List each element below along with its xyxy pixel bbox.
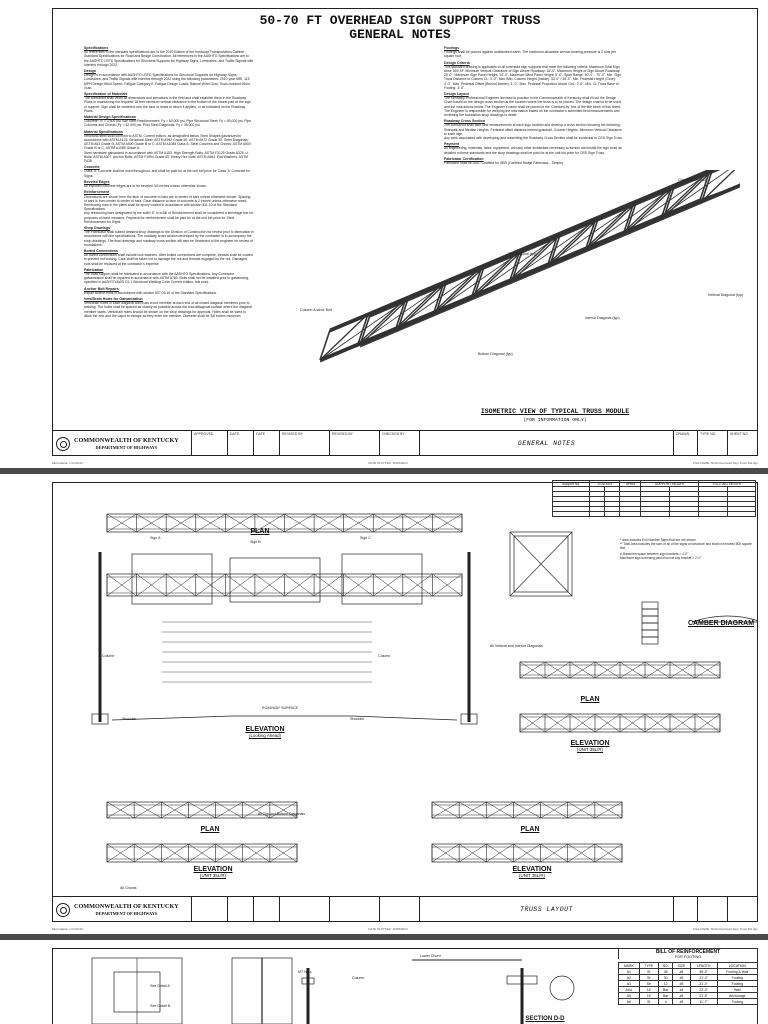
bill-cell: #5 (673, 993, 690, 999)
label-top-diagonal: Top Diagonal (typ) (508, 252, 538, 256)
note-text: Fabricator shall be AISC Certified for SBR (Certified Bridge Fabricator - Simple). (444, 161, 565, 166)
label-sign-a: Sign A (150, 536, 161, 540)
note-block (84, 130, 254, 151)
kentucky-logo (52, 431, 192, 456)
organization-name: COMMONWEALTH OF KENTUCKY DEPARTMENT OF HIGHWAYS (74, 436, 179, 450)
title-line-2: GENERAL NOTES (349, 27, 451, 42)
note-block (84, 92, 254, 113)
note-heading: Payment (444, 142, 459, 147)
roadway-surface (352, 716, 457, 720)
note-text: The contractor shall verify all dimensions and elevations in the field and shall establish them in the Roadway Plans in maintaining the required 18 feet minimum vertical clearance to the bottom of the lowest part of the sign or support. Sign shall be centered over the lane or lanes to which it applies, or as indicated on the Roadway Plans. (84, 96, 251, 113)
title-block (52, 896, 758, 922)
bill-header-cell: MARK (619, 963, 640, 969)
tb-sheet-no: SHEET NO. (730, 432, 749, 436)
section-circle (550, 976, 574, 1000)
note-text: Footings shall be poured against undisturbed earth. The maximum allowable service bearing pressure is 2 tons per square foot. (444, 50, 617, 59)
note-block (84, 151, 254, 164)
tb-date-1: DATE (228, 431, 254, 456)
note-heading: Footings (444, 46, 460, 50)
note-block (84, 297, 254, 318)
title-block (52, 430, 758, 456)
bill-cell: 4 (658, 999, 673, 1005)
note-block (444, 46, 624, 59)
note-block (84, 226, 254, 247)
footing-details-drawing (52, 948, 612, 1024)
note-heading: Anchor Bolt Repairs (84, 286, 119, 291)
note-block (84, 69, 254, 90)
tb-type-no: TYPE NO. (698, 431, 728, 456)
note-block (84, 115, 254, 128)
sign-panel-a (132, 554, 212, 604)
label-column-left: Column (102, 654, 115, 658)
note-text: All bolted connections shall include lock washers. After bolted connections are complete, threads shall be coated to prevent nut loosing. Care shall be taken not to damage the nut and threads engaged by the nut. Damaged nuts shall be replaced at the contractor's expense. (84, 253, 253, 266)
label-top-bottom: All Top and Bottom Diagonals (258, 812, 306, 816)
note-heading: Specification of Materials (84, 92, 128, 97)
legend-cell (642, 602, 658, 609)
bill-cell: Footing (717, 999, 757, 1005)
legend-cell (642, 609, 658, 616)
sheet-truss-layout (0, 474, 768, 934)
bill-cell: Footing (717, 981, 757, 987)
bill-cell: #5 (673, 981, 690, 987)
sheet-general-notes (0, 0, 768, 468)
note-area: * Area includes Exit Number Signs that are not shown ** Total Area includes the sum of all of the signs on structure and shall not exceed 800 square feet # Maximum space between sign brackets = 4'-0" Maximum sign overhang past chord at any bracket = 2'-0" (620, 538, 752, 560)
label-column-anchor: Column Anchor Bolt (300, 308, 332, 312)
note-heading: Design Criteria (444, 60, 470, 65)
note-heading: Beveled Edges (84, 179, 110, 184)
note-heading: Design (84, 69, 96, 74)
bill-cell: St (639, 969, 658, 975)
note-block (84, 180, 254, 188)
label-roadway-surface: ROADWAY SURFACE (262, 706, 299, 710)
label-column-right: Column (378, 654, 391, 658)
view-camber: CAMBER DIAGRAM (687, 620, 755, 627)
bill-cell: 30 (658, 975, 673, 981)
chord-edge (360, 187, 740, 347)
bill-cell: A5 (619, 993, 640, 999)
note-text: The truss support shall be fabricated in accordance with the AASHTO Specifications. Any Contractor galvanization shall be repaired in accordance with ASTM A780. Bolts shall not be installed prior to galvanizing, specified in AASHTO/AWS D1.1 Structural Welding Code Current edition, this work. (84, 271, 250, 285)
bill-cell: #8 (673, 969, 690, 975)
view-elevation-b: ELEVATION (UNIT 35L/R) (570, 740, 610, 752)
note-text: Any work associated with developing and submitting the Roadway Cross Section shall be incidental to OSS Sign Truss. (444, 136, 623, 141)
tb-drawn: DRAWN (674, 431, 698, 456)
bill-cell: 21'-4" (690, 981, 717, 987)
note-heading: Bolted Connections (84, 248, 118, 253)
legend-cell (642, 616, 658, 623)
view-plan-d: PLAN (520, 826, 540, 833)
plot-footer: Microstation v.10.00.00 DATE PLOTTED: 10/05/2023 FILE NAME: S010-Overhead Sign Truss Std.dgn (52, 461, 758, 465)
legend-cell (642, 637, 658, 644)
bill-header-cell: LOCATION (717, 963, 757, 969)
tb-date-2: DATE (254, 431, 280, 456)
bill-header-cell: NO. (658, 963, 673, 969)
bill-cell: 12 (658, 981, 673, 987)
note-text: Steel hardware galvanized in accordance with ASTM A153. High Strength Bolts: ASTM F3125 Grade A325. U-Bolts: ASTM A307. Anchor Bolts: ASTM F1554 Grade 55. Heavy Hex Nuts: ASTM A563. Flat Washers: ASTM F436. (84, 150, 250, 164)
note-text: Design is in accordance with AASHTO LRFD Specifications for Structural Supports for Highway Signs, Luminaires, and Traffic Signals with Interims through 2022 using the following parameters: 2010 year MRI, 115 MPH Design Wind Speed. Fatigue Category II. Fatigue Design Loads: Natural Wind Gust, Truck-Induced Wind Gust. (84, 73, 250, 90)
note-text: All exposed concrete edges are to be beveled 3/4 inches unless otherwise shown. (84, 184, 208, 189)
bill-header-cell: SIZE (673, 963, 690, 969)
bill-cell: Footing & Wall (717, 969, 757, 975)
label-mt-nuts: MT Nuts (298, 970, 312, 974)
bill-cell: Wall (717, 987, 757, 993)
sheet-footing-details (0, 940, 768, 1024)
sheet-name: GENERAL NOTES (420, 431, 674, 456)
note-heading: Specifications (84, 46, 109, 50)
table-header-cell: SPAN (620, 481, 641, 487)
sign-panel-c (342, 554, 422, 604)
note-block (84, 190, 254, 211)
sheet-title (220, 14, 580, 42)
label-see-detail-b: See Detail B (150, 1004, 170, 1008)
tb-checked: CHECKED BY (380, 431, 420, 456)
note-text: The Kentucky-Professional Engineer licensed to practice in the Commonwealth of Kentucky shall fill out the Design Chart based on the design cross section at the location where the truss is to be placed. The design chart is to be used, and the instructions below. The Engineer's name shall be placed in the 'Checked by' box of the title block of this sheet. The Engineer is responsible for verifying the information based on the contractor's submitted field measurements and reviewing the foundation shop drawings in detail. (444, 96, 622, 118)
note-heading: Concrete (84, 165, 100, 170)
isometric-truss-view (300, 170, 740, 380)
bill-cell: #5 (673, 999, 690, 1005)
bill-cell: Bar (658, 993, 673, 999)
note-block (444, 61, 624, 90)
note-block (84, 268, 254, 285)
note-heading: Material Specifications (84, 129, 123, 134)
general-notes-left (84, 44, 254, 318)
label-see-detail-a: See Detail A (150, 984, 170, 988)
bill-cell: A4U (619, 987, 640, 993)
view-elevation-main: ELEVATION (Looking Ahead) (245, 726, 285, 738)
bill-cell: #4 (673, 987, 690, 993)
legend-cell (642, 630, 658, 637)
bill-cell: Str (639, 981, 658, 987)
note-heading: Fabricator Certification (444, 156, 484, 161)
note-block (444, 157, 624, 165)
view-elevation-c: ELEVATION (UNIT 35L/R) (193, 866, 233, 878)
note-block (84, 287, 254, 295)
note-text: All engineering, materials, labor, equipment, and any other incidentals necessary to furnish and install the sign truss as detailed in these standards and the shop drawings shall be paid for at the unit bid price for OSS Sign Truss. (444, 146, 622, 155)
view-plan-main: PLAN (250, 528, 270, 535)
note-text: Class 'A' Concrete shall be used throughout, and shall be paid for at the unit bid price for Class 'A' Concrete for Signs. (84, 169, 251, 178)
bill-cell: 21'-4" (690, 975, 717, 981)
isometric-title: ISOMETRIC VIEW OF TYPICAL TRUSS MODULE (480, 408, 630, 415)
table-row (619, 999, 758, 1005)
support-data-table (552, 480, 756, 517)
bill-of-reinforcement-table (618, 962, 758, 1005)
label-chord-splice: Chord Splice Bolt (678, 178, 706, 182)
general-notes-right (444, 44, 624, 165)
bill-cell: Anchorage (717, 993, 757, 999)
note-block (84, 211, 254, 224)
kentucky-seal-icon (56, 903, 70, 917)
note-heading: Shop Drawings (84, 225, 111, 230)
kentucky-logo (52, 897, 192, 922)
label-column: Column (352, 976, 365, 980)
plot-footer: Microstation v.10.00.00 DATE PLOTTED: 10/05/2023 FILE NAME: S010-Overhead Sign Truss Std.dgn (52, 927, 758, 931)
note-text: The contractor shall take field measurements at each sign location and develop a cross section showing the following: Sidewalk and Median Heights, Pedestal offset distance behind guardrail, Column Heights, Minimum Vertical Clearance to each sign. (444, 123, 622, 136)
label-verticals: All Vertical and Interior Diagonals (490, 644, 543, 648)
isometric-subtitle: (FOR INFORMATION ONLY) (523, 418, 587, 423)
bill-cell: #5 (673, 975, 690, 981)
title-line-1: 50-70 FT OVERHEAD SIGN SUPPORT TRUSS (259, 13, 541, 28)
table-header-cell: FOOTING HEIGHT (699, 481, 756, 487)
bill-cell: Bar (658, 987, 673, 993)
view-plan-b: PLAN (580, 696, 600, 703)
note-block (84, 249, 254, 266)
bill-header-cell: LENGTH (690, 963, 717, 969)
note-text: Dimensions are shown from the face of concrete to bars are to center of bars unless otherwise shown. Spacing of bars is from center to center of bars. Clear distance to face of concrete is 2 inches unless otherwise noted. Reinforcing bars in the plans shall be epoxy coated in accordance with section 811.10 of the Standard Specifications. (84, 194, 251, 212)
note-heading: Roadway Cross Section (444, 119, 485, 124)
bill-cell: A3 (619, 981, 640, 987)
bill-cell: 48 (658, 969, 673, 975)
label-interior-diagonal: Interior Diagonal (typ) (585, 316, 620, 320)
tb-revised-2: REVISED BY (330, 431, 380, 456)
table-header-cell: Support No. (553, 481, 590, 487)
note-text: Structural steel shall conform to ASTM. Current edition, as designated below. Steel Shapes galvanized in accordance with ASTM A123. Structural Steel: ASTM A992 Grade 50, ASTM A572 Grade 50. Steel Diagonals: ASTM A53 Grade B, ASTM A500 Grade B or C, ASTM A1085 Class A. Steel Columns and Chords: ASTM A500 Grade B or C, ASTM A1085 Grade A. (84, 133, 251, 151)
table-header-cell: SUPPORT HEIGHT (641, 481, 699, 487)
note-text: Concrete: f'c = 3,500 psi. Bar Steel Reinforcement: Fy = 60,000 psi. Pipe Structural Steel: Fy = 50,000 psi. Pipe Columns and Chords: Fy = 42,000 psi. Post Steel Diagonals: Fy = 35,000 psi. (84, 119, 252, 128)
bill-cell: St (639, 999, 658, 1005)
label-lower-chord: Lower Chord (420, 954, 441, 958)
note-text: The Fabricator shall submit detailed shop drawings to the Division of Construction for review prior to fabrication in accordance with the specifications. The roadway cross section developed by the contractor is to accompany the shop drawings. The final drawings and roadway cross section will also be forwarded to the engineer for review of foundations. (84, 230, 254, 247)
sign-panel-b (230, 558, 320, 602)
label-vertical-diagonal: Vertical Diagonal (typ) (708, 293, 744, 297)
table-header-cell: STATION (590, 481, 620, 487)
label-sign-b: Sign B (250, 540, 261, 544)
note-text: All references to the standard specifications are to the 2019 Edition of the Kentucky Transportation Cabinet Standard Specifications for Road and Bridge Construction. All references to the AASHTO Specifications are to the AASHTO LRFD Specifications for Structural Supports for Highway Signs, Luminaires, and Traffic Signals with Interims through 2022. (84, 50, 254, 67)
legend-cell (642, 623, 658, 630)
label-shoulder-left: Shoulder (122, 717, 137, 721)
bill-cell: 11'-7" (690, 999, 717, 1005)
note-text: This standard drawing is applicable to all overhead sign supports that meet the following criteria: Maximum Total Sign Area: 800 SF. Minimum Vertical Clearance of Sign Above Roadway: 18'-0". Maximum Height of Sign Above Roadway: 28'-0". Maximum Sign Panel Height: 14'-0". Maximum Wind Panel Height: 5'-6". Span Range: 50'-0" - 70'-0". Min. Sign Truss Distance to Column CL: 3'-0". Max./Min. Column Height (Inside): 33'-0" / 16'-0". Min. Pedestal Height (Gore): 4'-0". Max. Pedestal Offset (Behind Barrier): 1'-0". Max. Pedestal Projection Above Grd.: 2'-6". Min. CL Truss Base of Footing: 3'-0". (444, 64, 621, 90)
bill-cell: 36'-0" (690, 969, 717, 975)
bill-cell: St (639, 975, 658, 981)
note-heading: Fabrication (84, 267, 104, 272)
bill-cell: 15 (639, 993, 658, 999)
section-d-d-label: SECTION D-D (525, 1016, 565, 1022)
tb-revised-1: REVISED BY (280, 431, 330, 456)
note-text: Any reinforcing bars designated by the suffix 'E' in a Bill of Reinforcement shall be considered a shrinkage bar for purposes of bond measure. Payment for reinforcement shall be paid for at the unit bid price for Steel Reinforcement for Signs. (84, 211, 254, 224)
label-sign-c: Sign C (360, 536, 371, 540)
bill-cell: A1 (619, 969, 640, 975)
note-block (444, 136, 624, 140)
organization-name: COMMONWEALTH OF KENTUCKY DEPARTMENT OF HIGHWAYS (74, 902, 179, 916)
sheet-name: TRUSS LAYOUT (420, 897, 674, 922)
bill-cell: A6 (619, 999, 640, 1005)
bill-of-reinforcement-title: BILL OF REINFORCEMENT FOR FOOTING (618, 948, 758, 959)
bill-cell: 15 (639, 987, 658, 993)
note-heading: Material Design Specifications (84, 115, 136, 120)
note-heading: Reinforcement (84, 190, 110, 195)
bill-header-cell: TYPE (639, 963, 658, 969)
note-text: Repair anchor bolts in accordance with section 697.03.15 of the Standard Specifications. (84, 290, 218, 295)
bill-cell: Footing (717, 975, 757, 981)
note-block (84, 46, 254, 67)
bill-cell: 21'-5" (690, 993, 717, 999)
tb-approved: APPROVED (192, 431, 228, 456)
view-plan-c: PLAN (200, 826, 220, 833)
kentucky-seal-icon (56, 437, 70, 451)
bill-cell: A2 (619, 975, 640, 981)
bill-cell: 23'-4" (690, 987, 717, 993)
note-heading: Design Layout (444, 92, 469, 97)
label-shoulder-right: Shoulder (350, 717, 365, 721)
view-elevation-d: ELEVATION (UNIT 35L/R) (512, 866, 552, 878)
label-all-chords: All Chords (120, 886, 137, 890)
label-bottom-diagonal: Bottom Diagonal (typ) (478, 352, 513, 356)
note-block (444, 92, 624, 117)
note-block (84, 165, 254, 178)
note-heading: Vent/Drain Holes for Galvanization (84, 296, 143, 301)
note-block (444, 119, 624, 136)
note-block (444, 142, 624, 155)
note-text: Vent/drain holes in each diagonal and truss chord member at each end of all closed diagonal members prior to welding. The holes shall be spaced as closely as possible across the chord/diagonal surface where the diagonal member starts. Vent/drain holes should be shown on the shop drawings for approval. Holes shall be sized to allow the zinc and the vapor to escape as they enter the member. Diameter shall be 3/8 inches minimum. (84, 301, 252, 318)
